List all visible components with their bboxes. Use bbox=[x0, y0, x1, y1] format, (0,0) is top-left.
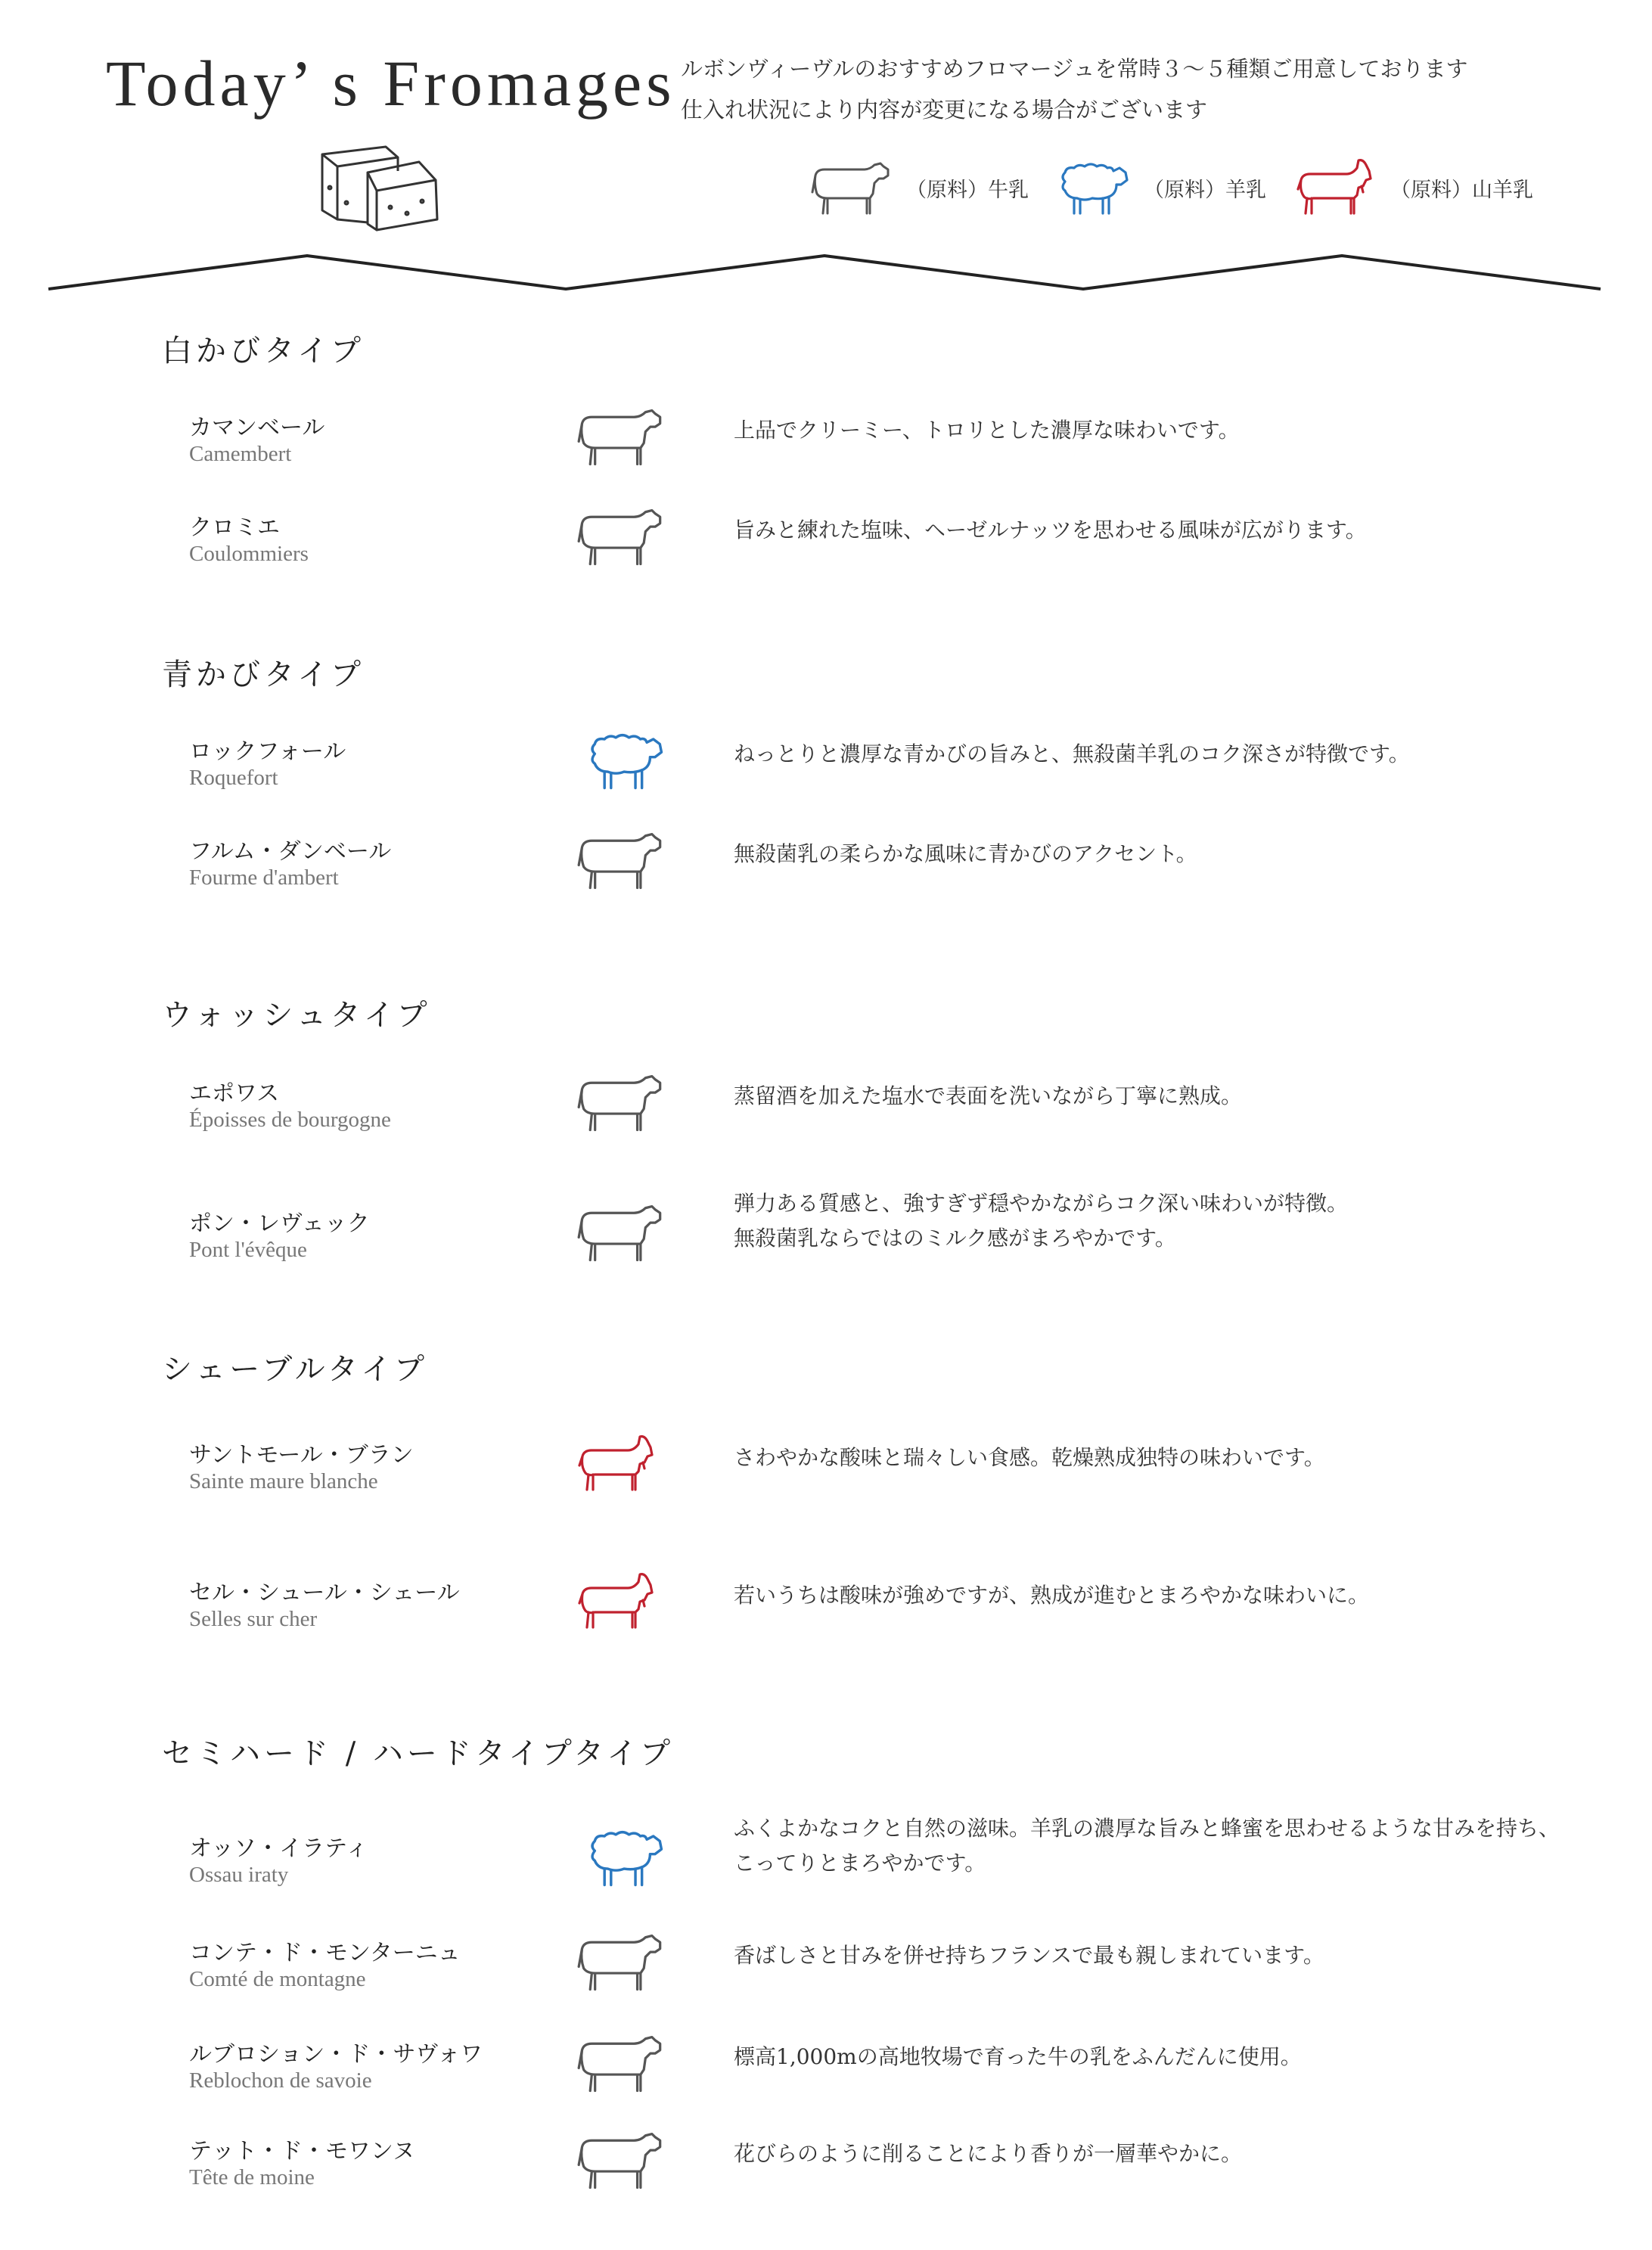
cheese-name-fr: Fourme d'ambert bbox=[189, 866, 339, 890]
legend-label-cow: （原料）牛乳 bbox=[906, 178, 1029, 202]
cow-icon bbox=[575, 1200, 666, 1268]
cheese-name-fr: Roquefort bbox=[189, 766, 278, 790]
intro-line: ルボンヴィーヴルのおすすめフロマージュを常時３～５種類ご用意しております bbox=[681, 56, 1468, 82]
cheese-description bbox=[734, 1440, 1325, 1475]
cheese-illustration-icon bbox=[316, 141, 445, 232]
cheese-name-fr: Sainte maure blanche bbox=[189, 1469, 378, 1493]
cheese-description bbox=[734, 2137, 1242, 2171]
cheese-description bbox=[734, 1811, 1560, 1881]
description-line: さわやかな酸味と瑞々しい食感。乾燥熟成独特の味わいです。 bbox=[734, 1445, 1325, 1470]
cheese-name-jp: ロックフォール bbox=[189, 738, 346, 765]
description-line: ふくよかなコクと自然の滋味。羊乳の濃厚な旨みと蜂蜜を思わせるような甘みを持ち、 bbox=[734, 1816, 1560, 1841]
intro-line: 仕入れ状況により内容が変更になる場合がございます bbox=[681, 97, 1208, 123]
cheese-name-jp: エポワス bbox=[189, 1080, 280, 1107]
description-line: 上品でクリーミー、トロリとした濃厚な味わいです。 bbox=[734, 418, 1240, 443]
cheese-name-fr: Camembert bbox=[189, 442, 292, 466]
legend-cow bbox=[809, 157, 1029, 218]
cheese-description bbox=[734, 413, 1240, 448]
page-title: Today’ s Fromages bbox=[106, 47, 676, 120]
section-title-hard: セミハード / ハードタイプタイプ bbox=[162, 1736, 675, 1771]
cheese-description bbox=[734, 1079, 1242, 1114]
description-line: 花びらのように削ることにより香りが一層華やかに。 bbox=[734, 2141, 1243, 2166]
legend-label-sheep: （原料）羊乳 bbox=[1144, 178, 1266, 202]
description-line: 無殺菌乳ならではのミルク感がまろやかです。 bbox=[734, 1226, 1176, 1251]
description-line: 旨みと練れた塩味、ヘーゼルナッツを思わせる風味が広がります。 bbox=[734, 517, 1367, 542]
cheese-name-jp: ポン・レヴェック bbox=[189, 1210, 370, 1237]
cheese-name-jp: サントモール・ブラン bbox=[189, 1442, 414, 1468]
sheep-icon bbox=[582, 1825, 666, 1893]
description-line: 標高1,000mの高地牧場で育った牛の乳をふんだんに使用。 bbox=[734, 2044, 1302, 2069]
cheese-name-jp: カマンベール bbox=[189, 415, 325, 441]
cheese-name-fr: Époisses de bourgogne bbox=[189, 1108, 391, 1132]
cheese-name-jp: フルム・ダンベール bbox=[189, 838, 392, 865]
cow-icon bbox=[575, 1070, 666, 1138]
intro-text bbox=[681, 48, 1468, 130]
description-line: 香ばしさと甘みを併せ持ちフランスで最も親しまれています。 bbox=[734, 1943, 1324, 1968]
cow-icon bbox=[575, 2127, 666, 2196]
cheese-name-jp: コンテ・ド・モンターニュ bbox=[189, 1940, 461, 1966]
cheese-name-fr: Coulommiers bbox=[189, 542, 309, 566]
cheese-description bbox=[734, 2040, 1302, 2074]
description-line: 弾力ある質感と、強すぎず穏やかながらコク深い味わいが特徴。 bbox=[734, 1191, 1349, 1216]
cheese-name-jp: セル・シュール・シェール bbox=[189, 1580, 460, 1606]
cow-icon bbox=[575, 2031, 666, 2099]
cheese-name-jp: ルブロション・ド・サヴォワ bbox=[189, 2041, 483, 2068]
cheese-description bbox=[734, 1186, 1348, 1256]
description-line: 若いうちは酸味が強めですが、熟成が進むとまろやかな味わいに。 bbox=[734, 1583, 1370, 1608]
description-line: 無殺菌乳の柔らかな風味に青かびのアクセント。 bbox=[734, 841, 1197, 866]
cheese-name-fr: Tête de moine bbox=[189, 2165, 315, 2189]
description-line: ねっとりと濃厚な青かびの旨みと、無殺菌羊乳のコク深さが特徴です。 bbox=[734, 741, 1410, 766]
cheese-description bbox=[734, 1578, 1369, 1613]
legend-goat bbox=[1293, 157, 1533, 218]
cheese-description bbox=[734, 837, 1197, 872]
section-title-washed: ウォッシュタイプ bbox=[162, 998, 431, 1033]
legend-label-goat: （原料）山羊乳 bbox=[1390, 178, 1533, 202]
section-title-chevre: シェーブルタイプ bbox=[162, 1352, 428, 1387]
section-title-white-mold: 白かびタイプ bbox=[162, 334, 365, 368]
cheese-name-fr: Selles sur cher bbox=[189, 1607, 318, 1631]
legend-sheep bbox=[1054, 157, 1266, 218]
cheese-name-fr: Ossau iraty bbox=[189, 1863, 289, 1887]
cheese-description bbox=[734, 737, 1410, 772]
cheese-name-jp: クロミエ bbox=[189, 514, 280, 541]
zigzag-divider bbox=[0, 242, 1652, 295]
goat-icon bbox=[575, 1569, 658, 1637]
cow-icon bbox=[575, 504, 666, 572]
goat-icon bbox=[1293, 157, 1377, 218]
description-line: こってりとまろやかです。 bbox=[734, 1851, 986, 1876]
sheep-icon bbox=[1054, 157, 1130, 218]
cow-icon bbox=[575, 1929, 666, 1997]
cheese-description bbox=[734, 513, 1367, 548]
section-title-blue-mold: 青かびタイプ bbox=[162, 657, 365, 692]
cheese-name-jp: テット・ド・モワンヌ bbox=[189, 2138, 415, 2165]
sheep-icon bbox=[582, 728, 666, 796]
cow-icon bbox=[809, 157, 893, 218]
cheese-name-fr: Pont l'évêque bbox=[189, 1238, 307, 1262]
cheese-description bbox=[734, 1938, 1324, 1973]
cheese-name-fr: Reblochon de savoie bbox=[189, 2068, 372, 2093]
cheese-name-fr: Comté de montagne bbox=[189, 1967, 366, 1991]
cow-icon bbox=[575, 404, 666, 472]
cheese-name-jp: オッソ・イラティ bbox=[189, 1835, 368, 1862]
cow-icon bbox=[575, 828, 666, 896]
description-line: 蒸留酒を加えた塩水で表面を洗いながら丁寧に熟成。 bbox=[734, 1083, 1243, 1108]
goat-icon bbox=[575, 1431, 658, 1499]
